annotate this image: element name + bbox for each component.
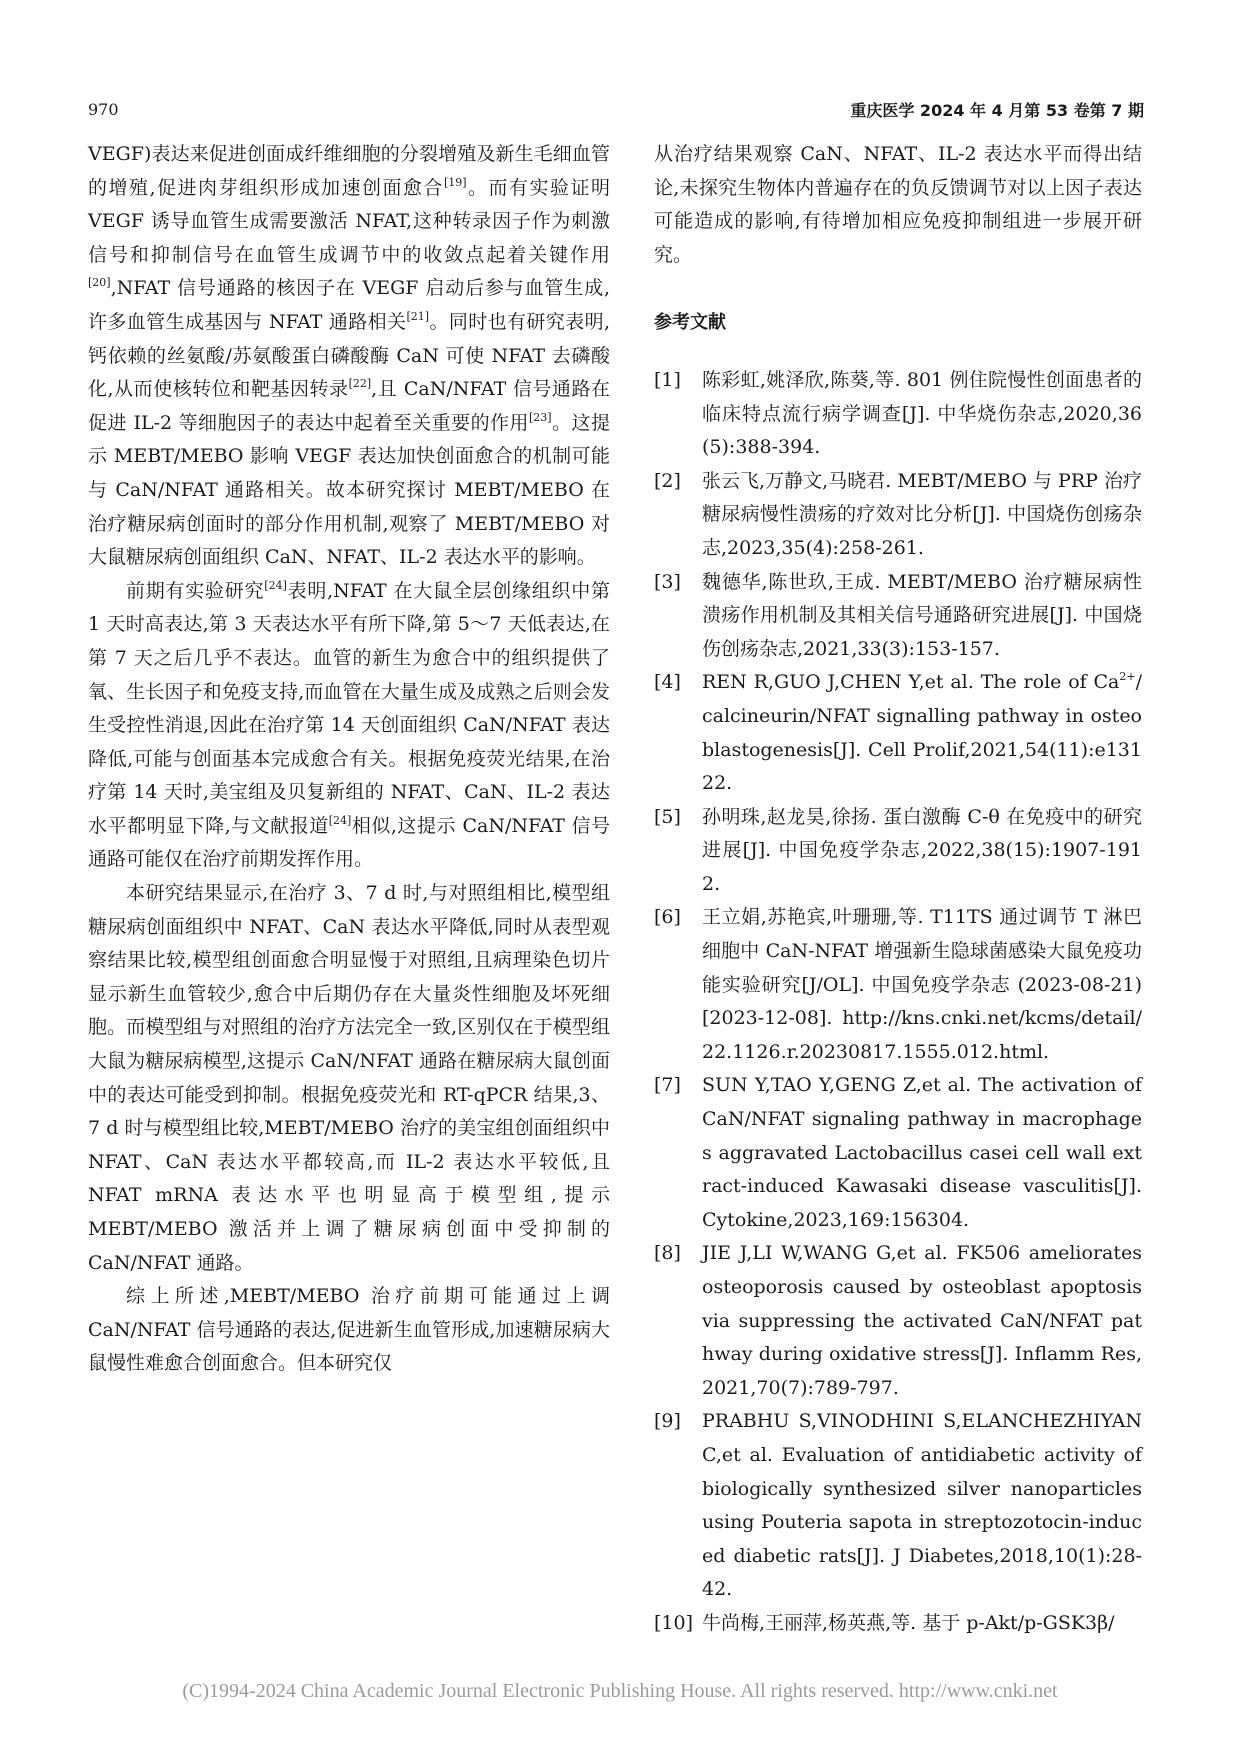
citation-superscript: [19] (443, 175, 467, 189)
reference-item (654, 1069, 1142, 1237)
text-run: 魏德华,陈世玖,王成. MEBT/MEBO 治疗糖尿病性溃疡作用机制及其相关信号通路研究进展[J]. 中国烧伤创疡杂志,2021,33(3):153-157. (702, 570, 1142, 660)
text-run: /calcineurin/NFAT signalling pathway in osteoblastogenesis[J]. Cell Prolif,2021,54(11):e13122. (702, 671, 1142, 795)
reference-item (654, 364, 1142, 465)
reference-number: [1] (654, 368, 681, 391)
text-run: 牛尚梅,王丽萍,杨英燕,等. 基于 p-Akt/p-GSK3β/ (702, 1611, 1115, 1634)
text-run: ,且 CaN/NFAT 信号通路在促进 IL-2 等细胞因子的表达中起着至关重要的作用 (88, 378, 610, 434)
body-paragraph (88, 575, 610, 877)
journal-info: 重庆医学 2024 年 4 月第 53 卷第 7 期 (850, 101, 1144, 120)
reference-item (654, 901, 1142, 1069)
reference-item (654, 566, 1142, 667)
reference-number: [7] (654, 1074, 681, 1097)
text-run: JIE J,LI W,WANG G,et al. FK506 ameliorates osteoporosis caused by osteoblast apoptosis via suppressing the activated CaN/NFAT pathway during oxidative stress[J]. Inflamm Res,2021,70(7):789-797. (702, 1242, 1142, 1399)
citation-superscript: [24] (328, 813, 352, 827)
text-run: VEGF)表达来促进创面成纤维细胞的分裂增殖及新生毛细血管的增殖,促进肉芽组织形成加速创面愈合 (88, 143, 610, 199)
reference-number: [9] (654, 1410, 681, 1433)
text-run: ,NFAT 信号通路的核因子在 VEGF 启动后参与血管生成,许多血管生成基因与 NFAT 通路相关 (88, 277, 610, 333)
text-run: 张云飞,万静文,马晓君. MEBT/MEBO 与 PRP 治疗糖尿病慢性溃疡的疗效对比分析[J]. 中国烧伤创疡杂志,2023,35(4):258-261. (702, 469, 1142, 559)
reference-text (702, 1069, 1142, 1237)
reference-text (702, 1405, 1142, 1607)
reference-number: [3] (654, 570, 681, 593)
reference-number: [5] (654, 805, 681, 828)
text-run: PRABHU S,VINODHINI S,ELANCHEZHIYAN C,et al. Evaluation of antidiabetic activity of biologically synthesized silver nanoparticles using Pouteria sapota in streptozotocin-induced diabetic rats[J]. J Diabetes,2018,10(1):28-42. (702, 1410, 1142, 1601)
reference-text (702, 566, 1142, 667)
reference-text (702, 801, 1142, 902)
text-run: 表明,NFAT 在大鼠全层创缘组织中第 1 天时高表达,第 3 天表达水平有所下降,第 5～7 天低表达,在第 7 天之后几乎不表达。血管的新生为愈合中的组织提供了氧、生长因子和免疫支持,而血管在大量生成及成熟之后则会发生受控性消退,因此在治疗第 14 天创面组织 CaN/NFAT 表达降低,可能与创面基本完成愈合有关。根据免疫荧光结果,在治疗第 14 天时,美宝组及贝复新组的 NFAT、CaN、IL-2 表达水平都明显下降,与文献报道 (88, 579, 610, 837)
reference-number: [10] (654, 1611, 694, 1634)
citation-superscript: [22] (348, 377, 372, 391)
references-list (654, 364, 1142, 1641)
reference-number: [4] (654, 671, 681, 694)
reference-text (702, 465, 1142, 566)
body-paragraph (88, 138, 610, 575)
references-heading: 参考文献 (654, 312, 726, 334)
text-run: 相似,这提示 CaN/NFAT 信号通路可能仅在治疗前期发挥作用。 (88, 814, 610, 871)
body-paragraph (88, 1280, 610, 1381)
copyright-footer: (C)1994-2024 China Academic Journal Electronic Publishing House. All rights reserved. http://www.cnki.net (182, 1680, 1058, 1702)
text-run: 孙明珠,赵龙昊,徐扬. 蛋白激酶 C-θ 在免疫中的研究进展[J]. 中国免疫学杂志,2022,38(15):1907-1912. (702, 805, 1142, 895)
reference-item (654, 1237, 1142, 1405)
citation-superscript: [20] (88, 276, 111, 290)
reference-text (702, 666, 1142, 800)
text-run: 。这提示 MEBT/MEBO 影响 VEGF 表达加快创面愈合的机制可能与 CaN/NFAT 通路相关。故本研究探讨 MEBT/MEBO 在治疗糖尿病创面时的部分作用机制,观察了 MEBT/MEBO 对大鼠糖尿病创面组织 CaN、NFAT、IL-2 表达水平的影响。 (88, 411, 610, 569)
reference-item (654, 666, 1142, 800)
reference-item (654, 1405, 1142, 1607)
text-run: 综上所述,MEBT/MEBO 治疗前期可能通过上调 CaN/NFAT 信号通路的表达,促进新生血管形成,加速糖尿病大鼠慢性难愈合创面愈合。但本研究仅 (88, 1285, 610, 1375)
reference-text (702, 901, 1142, 1069)
citation-superscript: 2+ (1119, 670, 1136, 684)
text-run: 王立娟,苏艳宾,叶珊珊,等. T11TS 通过调节 T 淋巴细胞中 CaN-NFAT 增强新生隐球菌感染大鼠免疫功能实验研究[J/OL]. 中国免疫学杂志 (2023-08-21)[2023-12-08]. http://kns.cnki.net/kcms/detail/22.1126.r.20230817.1555.012.html. (702, 906, 1142, 1063)
text-run: 陈彩虹,姚泽欣,陈葵,等. 801 例住院慢性创面患者的临床特点流行病学调查[J]. 中华烧伤杂志,2020,36(5):388-394. (702, 368, 1142, 459)
text-run: 本研究结果显示,在治疗 3、7 d 时,与对照组相比,模型组糖尿病创面组织中 NFAT、CaN 表达水平降低,同时从表型观察结果比较,模型组创面愈合明显慢于对照组,且病理染色切片显示新生血管较少,愈合中后期仍存在大量炎性细胞及坏死细胞。而模型组与对照组的治疗方法完全一致,区别仅在于模型组大鼠为糖尿病模型,这提示 CaN/NFAT 通路在糖尿病大鼠创面中的表达可能受到抑制。根据免疫荧光和 RT-qPCR 结果,3、7 d 时与模型组比较,MEBT/MEBO 治疗的美宝组创面组织中 NFAT、CaN 表达水平都较高,而 IL-2 表达水平较低,且 NFAT mRNA 表达水平也明显高于模型组,提示 MEBT/MEBO 激活并上调了糖尿病创面中受抑制的 CaN/NFAT 通路。 (88, 882, 610, 1274)
body-paragraph (88, 877, 610, 1280)
reference-number: [8] (654, 1242, 681, 1265)
citation-superscript: [21] (406, 309, 430, 323)
reference-item (654, 1607, 1142, 1641)
reference-item (654, 801, 1142, 902)
citation-superscript: [23] (528, 410, 552, 424)
reference-number: [2] (654, 469, 681, 492)
page-number: 970 (88, 100, 119, 119)
text-run: SUN Y,TAO Y,GENG Z,et al. The activation of CaN/NFAT signaling pathway in macrophages aggravated Lactobacillus casei cell wall extract-induced Kawasaki disease vasculitis[J]. Cytokine,2023,169:156304. (702, 1074, 1142, 1231)
reference-text (702, 364, 1142, 465)
text-run: 前期有实验研究 (126, 579, 265, 602)
reference-text (702, 1237, 1142, 1405)
left-column (88, 138, 610, 1381)
reference-item (654, 465, 1142, 566)
text-run: 。同时也有研究表明,钙依赖的丝氨酸/苏氨酸蛋白磷酸酶 CaN 可使 NFAT 去磷酸化,从而使核转位和靶基因转录 (88, 310, 610, 401)
text-run: REN R,GUO J,CHEN Y,et al. The role of Ca (702, 671, 1120, 694)
citation-superscript: [24] (264, 578, 287, 592)
reference-text (702, 1607, 1142, 1641)
right-column (654, 138, 1142, 1641)
reference-number: [6] (654, 906, 681, 929)
text-run: 。而有实验证明 VEGF 诱导血管生成需要激活 NFAT,这种转录因子作为刺激信号和抑制信号在血管生成调节中的收敛点起着关键作用 (88, 176, 610, 266)
continuation-paragraph: 从治疗结果观察 CaN、NFAT、IL-2 表达水平而得出结论,未探究生物体内普遍存在的负反馈调节对以上因子表达可能造成的影响,有待增加相应免疫抑制组进一步展开研究。 (654, 143, 1142, 266)
